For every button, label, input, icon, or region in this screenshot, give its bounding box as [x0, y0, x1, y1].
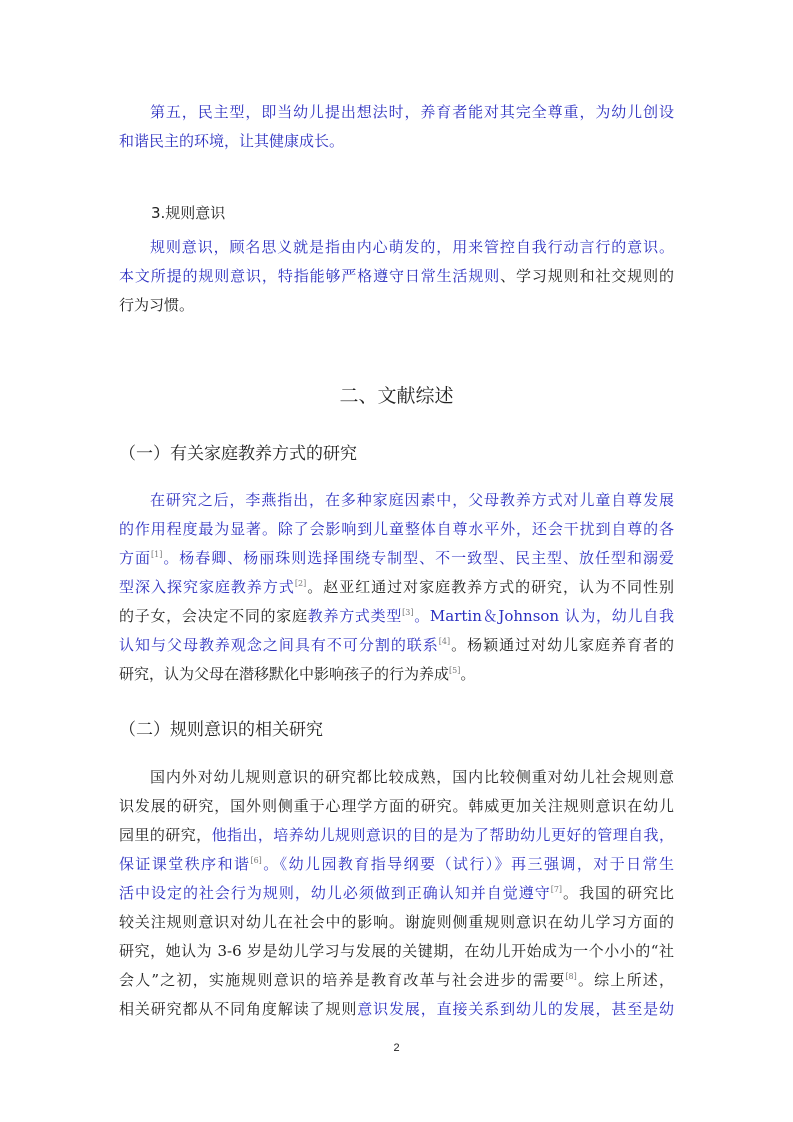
- citation-ref[interactable]: [8]: [565, 972, 577, 981]
- citation-ref[interactable]: [5]: [449, 666, 461, 675]
- citation-ref[interactable]: [2]: [294, 579, 307, 588]
- text-line: 较关注规则意识对幼儿在社会中的影响。谢旋则侧重规则意识在幼儿学习方面的: [119, 913, 674, 931]
- page-number: 2: [393, 1042, 400, 1054]
- text-line: [119, 966, 674, 995]
- text-span: 、学习规则和社交规则的: [500, 267, 674, 285]
- text-span: 本文所提的规则意识，特指能够严格遵守日常生活规则: [119, 267, 501, 285]
- section-heading-rule-awareness: 3.规则意识: [151, 204, 226, 222]
- text-line: 研究，她认为 3-6 岁是幼儿学习与发展的关键期，在幼儿开始成为一个小小的“社: [119, 942, 674, 960]
- paragraph-rule-awareness-definition: [119, 233, 674, 320]
- subsection-title-family-parenting: （一）有关家庭教养方式的研究: [119, 444, 357, 464]
- chapter-title: 二、文献综述: [339, 385, 454, 407]
- paragraph-rule-awareness-research: [119, 763, 674, 1024]
- text-span: 。: [460, 665, 476, 683]
- text-span: 研究，认为父母在潜移默化中影响孩子的行为养成: [119, 665, 450, 683]
- text-line: 国内外对幼儿规则意识的研究都比较成熟，国内比较侧重对幼儿社会规则意: [150, 768, 674, 786]
- text-span: 的子女，会决定不同的家庭: [119, 607, 308, 625]
- text-span: 。我国的研究比: [562, 884, 674, 902]
- text-span: 相关研究都从不同角度解读了规则: [119, 1000, 358, 1018]
- text-line: [119, 821, 674, 850]
- text-span: 。杨春卿、杨丽珠则选择围绕专制型、不一致型、民主型、放任型和溺爱: [162, 549, 674, 567]
- citation-ref[interactable]: [1]: [150, 550, 163, 559]
- text-span: 园里的研究，: [119, 826, 212, 844]
- text-line: [119, 262, 674, 291]
- text-line: 第五，民主型，即当幼儿提出想法时，养育者能对其完全尊重，为幼儿创设: [150, 103, 674, 121]
- text-span: 。综上所述，: [576, 971, 674, 989]
- text-span: 认知与父母教养观念之间具有不可分割的联系: [119, 636, 439, 654]
- text-line: [119, 660, 674, 689]
- paragraph-family-parenting-research: [119, 486, 674, 689]
- text-span: 型深入探究家庭教养方式: [119, 578, 295, 596]
- text-span: 他指出，培养幼儿规则意识的目的是为了帮助幼儿更好的管理自我，: [211, 826, 674, 844]
- citation-ref[interactable]: [7]: [550, 885, 563, 894]
- text-span: 。赵亚红通过对家庭教养方式的研究，认为不同性别: [306, 578, 674, 596]
- text-line: 识发展的研究，国外则侧重于心理学方面的研究。韩威更加关注规则意识在幼儿: [119, 797, 674, 815]
- text-line: 规则意识，顾名思义就是指由内心萌发的，用来管控自我行动言行的意识。: [150, 238, 674, 256]
- text-line: 的作用程度最为显著。除了会影响到儿童整体自尊水平外，还会干扰到自尊的各: [119, 520, 674, 538]
- citation-ref[interactable]: [3]: [402, 608, 414, 617]
- text-span: 意识发展，直接关系到幼儿的发展，甚至是幼: [357, 1000, 674, 1018]
- text-line: [119, 879, 674, 908]
- text-span: 方面: [119, 549, 151, 567]
- text-line: [119, 995, 674, 1024]
- text-span: 会人”之初，实施规则意识的培养是教育改革与社会进步的需要: [119, 971, 566, 989]
- text-line: [119, 631, 674, 660]
- text-span: 活中设定的社会行为规则，幼儿必须做到正确认知并自觉遵守: [119, 884, 551, 902]
- text-line: 行为习惯。: [119, 296, 195, 314]
- text-span: 保证课堂秩序和谐: [119, 855, 251, 873]
- text-span: 。杨颖通过对幼儿家庭养育者的: [450, 636, 674, 654]
- text-span: 。《幼儿园教育指导纲要（试行）》再三强调，对于日常生: [261, 855, 674, 873]
- subsection-title-rule-awareness-research: （二）规则意识的相关研究: [119, 720, 323, 740]
- text-line: [119, 544, 674, 573]
- text-line: [119, 602, 674, 631]
- text-line: 在研究之后，李燕指出，在多种家庭因素中，父母教养方式对儿童自尊发展: [150, 491, 674, 509]
- text-span: 。Martin＆Johnson 认为，幼儿自我: [413, 607, 674, 625]
- citation-ref[interactable]: [6]: [250, 856, 262, 865]
- text-line: [119, 573, 674, 602]
- text-span: 教养方式类型: [307, 607, 403, 625]
- text-line: [119, 850, 674, 879]
- citation-ref[interactable]: [4]: [438, 637, 451, 646]
- paragraph-democratic-style: [119, 98, 674, 156]
- text-line: 和谐民主的环境，让其健康成长。: [119, 132, 345, 150]
